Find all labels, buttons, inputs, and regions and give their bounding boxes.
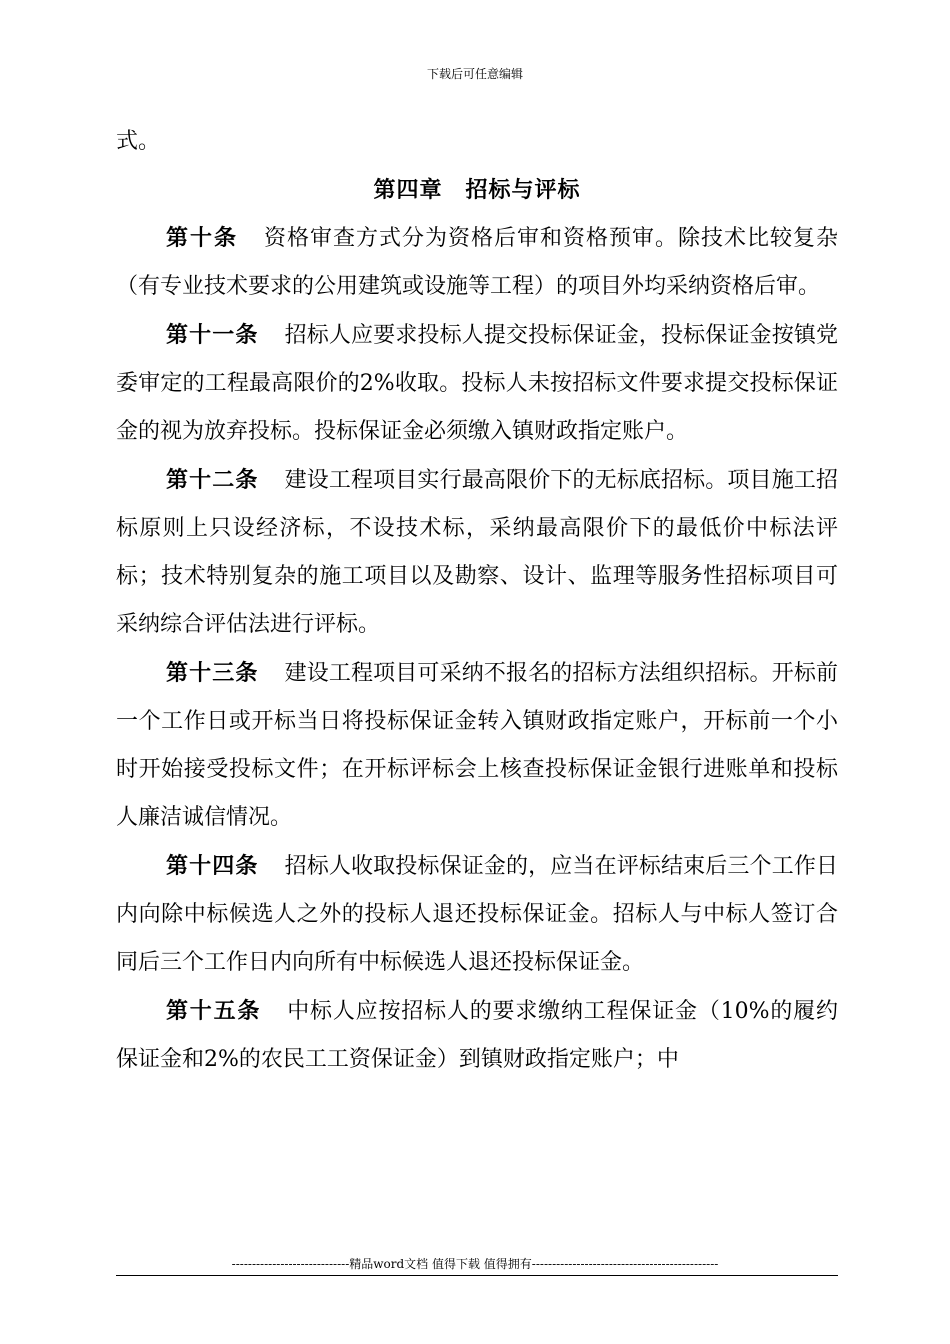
document-body bbox=[116, 118, 838, 1084]
footer-rule bbox=[116, 1275, 838, 1276]
article-body: 招标人收取投标保证金的，应当在评标结束后三个工作日内向除中标候选人之外的投标人退还投标保证金。招标人与中标人签订合同后三个工作日内向所有中标候选人退还投标保证金。 bbox=[116, 854, 838, 975]
article-14 bbox=[116, 842, 838, 987]
chapter-title: 第四章 招标与评标 bbox=[373, 177, 581, 203]
article-title: 第十四条 bbox=[166, 853, 259, 879]
article-11 bbox=[116, 311, 838, 456]
lead-fragment: 式。 bbox=[116, 129, 161, 154]
article-title: 第十一条 bbox=[166, 322, 259, 348]
article-body: 招标人应要求投标人提交投标保证金，投标保证金按镇党委审定的工程最高限价的2%收取。投标人未按招标文件要求提交投标保证金的视为放弃投标。投标保证金必须缴入镇财政指定账户。 bbox=[116, 323, 838, 444]
article-12 bbox=[116, 456, 838, 649]
article-body: 资格审查方式分为资格后审和资格预审。除技术比较复杂（有专业技术要求的公用建筑或设施等工程）的项目外均采纳资格后审。 bbox=[116, 226, 838, 299]
article-title: 第十三条 bbox=[166, 660, 259, 686]
article-13 bbox=[116, 649, 838, 842]
article-title: 第十二条 bbox=[166, 467, 259, 493]
article-body: 建设工程项目可采纳不报名的招标方法组织招标。开标前一个工作日或开标当日将投标保证金转入镇财政指定账户，开标前一个小时开始接受投标文件；在开标评标会上核查投标保证金银行进账单和投标人廉洁诚信情况。 bbox=[116, 661, 838, 830]
article-body: 建设工程项目实行最高限价下的无标底招标。项目施工招标原则上只设经济标，不设技术标，采纳最高限价下的最低价中标法评标；技术特别复杂的施工项目以及勘察、设计、监理等服务性招标项目可采纳综合评估法进行评标。 bbox=[116, 468, 838, 637]
article-title: 第十五条 bbox=[166, 998, 262, 1024]
article-15 bbox=[116, 987, 838, 1084]
article-10 bbox=[116, 214, 838, 311]
article-title: 第十条 bbox=[166, 225, 238, 251]
page-footer: -----------------------------精品word文档 值得下载 值得拥有---------------------------------------------- bbox=[231, 1257, 719, 1271]
page-header: 下载后可任意编辑 bbox=[426, 67, 523, 81]
article-body: 中标人应按招标人的要求缴纳工程保证金（10%的履约保证金和2%的农民工工资保证金）到镇财政指定账户；中 bbox=[116, 999, 838, 1072]
